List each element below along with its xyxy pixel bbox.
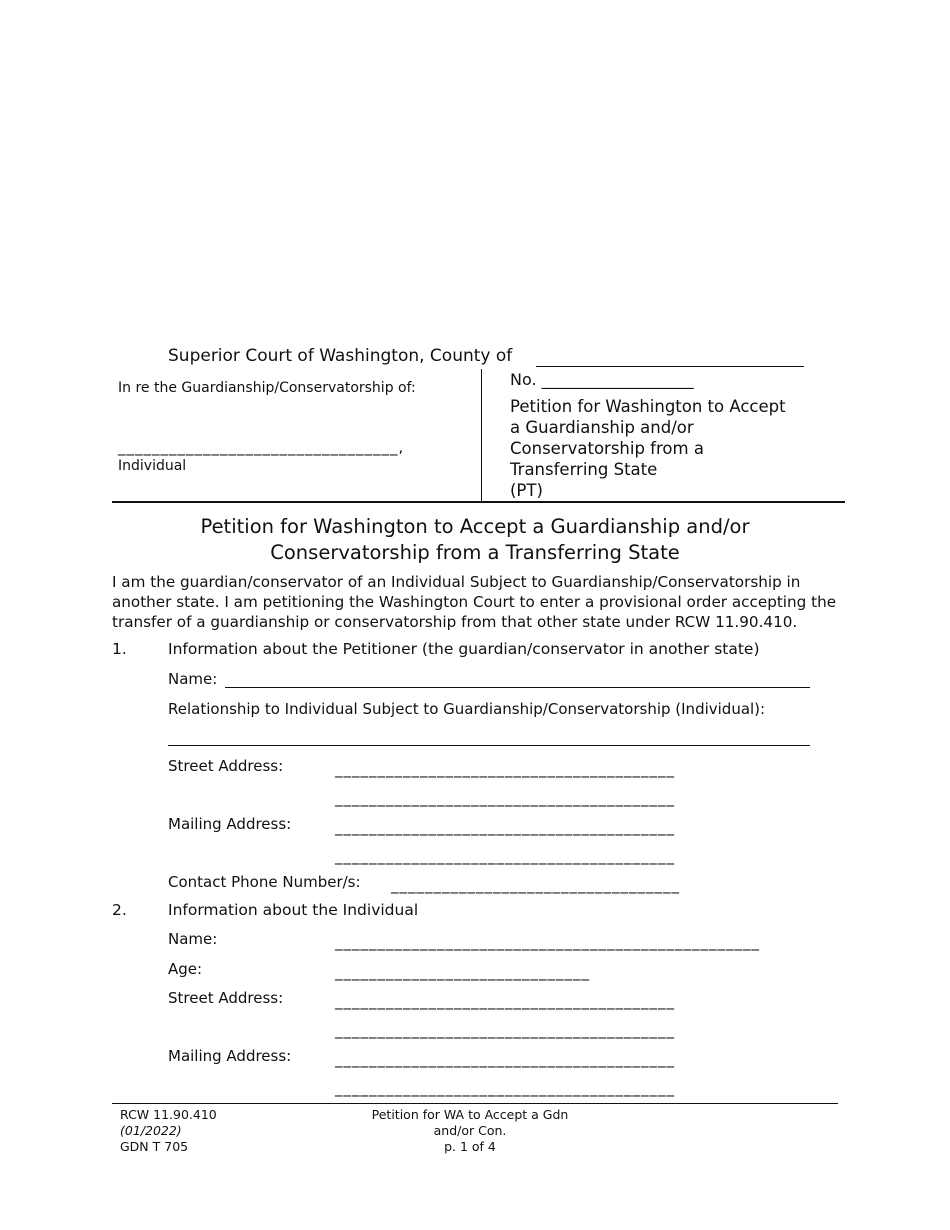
individual-street-field-2[interactable]: ________________________________________ — [335, 1021, 675, 1039]
footer-date: (01/2022) — [120, 1123, 182, 1138]
section-2-number: 2. — [112, 901, 127, 919]
caption-form-code: (PT) — [510, 481, 543, 500]
petitioner-mailing-label: Mailing Address: — [168, 815, 292, 833]
petitioner-phone-field[interactable]: __________________________________ — [391, 876, 680, 894]
individual-street-field-1[interactable]: ________________________________________ — [335, 992, 675, 1010]
caption-title-line: Conservatorship from a — [510, 439, 704, 458]
petitioner-mailing-field-1[interactable]: ________________________________________ — [335, 818, 675, 836]
footer-center — [350, 1107, 590, 1155]
page-title-line: Petition for Washington to Accept a Guardianship and/or — [200, 515, 750, 538]
petitioner-phone-label: Contact Phone Number/s: — [168, 873, 361, 891]
individual-age-label: Age: — [168, 960, 203, 978]
caption-title-line: a Guardianship and/or — [510, 418, 694, 437]
caption-document-title — [510, 396, 830, 501]
petitioner-street-field-2[interactable]: ________________________________________ — [335, 789, 675, 807]
individual-name-label: Name: — [168, 930, 218, 948]
page-title-line: Conservatorship from a Transferring State — [270, 541, 680, 564]
section-1-heading: Information about the Petitioner (the guardian/conservator in another state) — [168, 640, 760, 658]
footer-page-number: p. 1 of 4 — [444, 1139, 496, 1154]
individual-mailing-field-2[interactable]: ________________________________________ — [335, 1079, 675, 1097]
individual-label: Individual — [118, 458, 187, 474]
caption-title-line: Petition for Washington to Accept — [510, 397, 786, 416]
in-re-label: In re the Guardianship/Conservatorship of: — [118, 380, 416, 396]
petitioner-street-field-1[interactable]: ________________________________________ — [335, 760, 675, 778]
county-field[interactable] — [536, 366, 804, 367]
intro-paragraph: I am the guardian/conservator of an Individual Subject to Guardianship/Conservatorship in another state. I am petitioning the Washington Court to enter a provisional order accepting the transfer of a guardianship or conservatorship from that other state under RCW 11.90.410. — [112, 573, 837, 631]
footer-title-line: and/or Con. — [433, 1123, 507, 1138]
individual-name-input[interactable]: __________________________________________________ — [335, 933, 760, 951]
section-1-number: 1. — [112, 640, 127, 658]
relationship-label: Relationship to Individual Subject to Guardianship/Conservatorship (Individual): — [168, 700, 766, 718]
footer-statute: RCW 11.90.410 — [120, 1107, 217, 1122]
caption-horizontal-divider — [112, 501, 845, 503]
petitioner-name-field[interactable] — [225, 687, 810, 688]
individual-street-label: Street Address: — [168, 989, 284, 1007]
caption-title-line: Transferring State — [510, 460, 658, 479]
case-number-field[interactable]: No. ___________________ — [510, 370, 694, 389]
individual-age-field[interactable]: ______________________________ — [335, 963, 590, 981]
footer-title-line: Petition for WA to Accept a Gdn — [371, 1107, 569, 1122]
footer-form-number: GDN T 705 — [120, 1139, 189, 1154]
petitioner-mailing-field-2[interactable]: ________________________________________ — [335, 847, 675, 865]
page-title — [112, 514, 838, 566]
individual-mailing-label: Mailing Address: — [168, 1047, 292, 1065]
section-2-heading: Information about the Individual — [168, 901, 419, 919]
petitioner-name-label: Name: — [168, 670, 218, 688]
footer-left — [120, 1107, 217, 1155]
footer-rule — [112, 1103, 838, 1104]
individual-name-field[interactable]: _________________________________, — [118, 438, 405, 456]
relationship-field[interactable] — [168, 745, 810, 746]
court-title: Superior Court of Washington, County of — [168, 346, 513, 366]
caption-vertical-divider — [481, 369, 482, 502]
individual-mailing-field-1[interactable]: ________________________________________ — [335, 1050, 675, 1068]
petitioner-street-label: Street Address: — [168, 757, 284, 775]
